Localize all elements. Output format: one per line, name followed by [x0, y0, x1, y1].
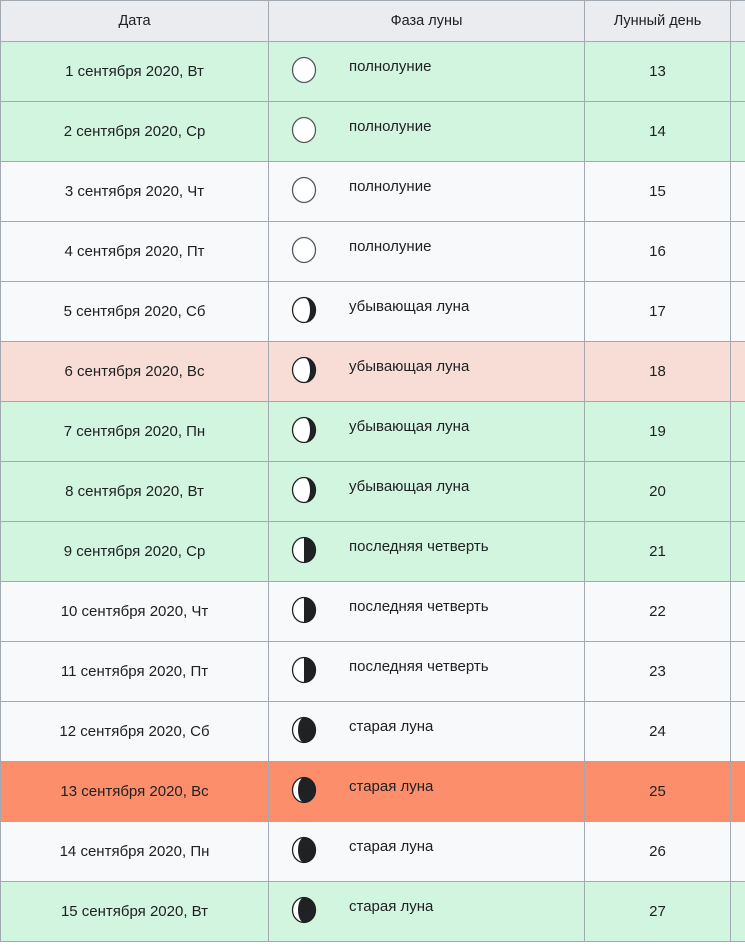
phase-cell [269, 162, 585, 222]
lunar-day-cell: 25 [585, 762, 731, 822]
phase-cell [269, 402, 585, 462]
waning-crescent-icon [291, 896, 317, 924]
extra-cell [731, 42, 745, 102]
date-cell: 5 сентября 2020, Сб [1, 282, 269, 342]
phase-cell [269, 42, 585, 102]
phase-label: убывающая луна [349, 358, 470, 375]
full-moon-icon [291, 116, 317, 144]
date-cell: 13 сентября 2020, Вс [1, 762, 269, 822]
table-row [1, 582, 745, 642]
lunar-day-column-header[interactable]: Лунный день [585, 1, 731, 42]
full-moon-icon [291, 176, 317, 204]
phase-label: полнолуние [349, 58, 432, 75]
extra-cell [731, 522, 745, 582]
lunar-day-cell: 26 [585, 822, 731, 882]
phase-cell [269, 702, 585, 762]
extra-cell [731, 642, 745, 702]
date-cell: 14 сентября 2020, Пн [1, 822, 269, 882]
phase-label: старая луна [349, 838, 434, 855]
table-row [1, 822, 745, 882]
full-moon-icon [291, 56, 317, 84]
phase-label: последняя четверть [349, 658, 489, 675]
table-row [1, 222, 745, 282]
phase-label: полнолуние [349, 238, 432, 255]
phase-label: старая луна [349, 778, 434, 795]
extra-cell [731, 342, 745, 402]
phase-label: последняя четверть [349, 598, 489, 615]
date-cell: 3 сентября 2020, Чт [1, 162, 269, 222]
phase-label: старая луна [349, 898, 434, 915]
table-row [1, 402, 745, 462]
lunar-day-cell: 18 [585, 342, 731, 402]
extra-cell [731, 822, 745, 882]
last-quarter-icon [291, 656, 317, 684]
phase-label: убывающая луна [349, 298, 470, 315]
date-cell: 6 сентября 2020, Вс [1, 342, 269, 402]
table-row [1, 282, 745, 342]
date-cell: 10 сентября 2020, Чт [1, 582, 269, 642]
table-row [1, 702, 745, 762]
date-cell: 4 сентября 2020, Пт [1, 222, 269, 282]
table-row [1, 762, 745, 822]
date-column-header[interactable]: Дата [1, 1, 269, 42]
date-cell: 8 сентября 2020, Вт [1, 462, 269, 522]
phase-label: последняя четверть [349, 538, 489, 555]
lunar-day-cell: 22 [585, 582, 731, 642]
waning-crescent-icon [291, 836, 317, 864]
phase-cell [269, 582, 585, 642]
table-row [1, 42, 745, 102]
waning-crescent-icon [291, 776, 317, 804]
extra-cell [731, 162, 745, 222]
full-moon-icon [291, 236, 317, 264]
waning-gibbous-icon [291, 416, 317, 444]
lunar-day-cell: 20 [585, 462, 731, 522]
extra-cell [731, 462, 745, 522]
phase-cell [269, 342, 585, 402]
extra-cell [731, 222, 745, 282]
date-cell: 7 сентября 2020, Пн [1, 402, 269, 462]
phase-cell [269, 762, 585, 822]
lunar-day-cell: 14 [585, 102, 731, 162]
last-quarter-icon [291, 536, 317, 564]
table-row [1, 882, 745, 942]
extra-cell [731, 702, 745, 762]
date-cell: 12 сентября 2020, Сб [1, 702, 269, 762]
lunar-day-cell: 21 [585, 522, 731, 582]
date-cell: 2 сентября 2020, Ср [1, 102, 269, 162]
phase-cell [269, 642, 585, 702]
lunar-day-cell: 27 [585, 882, 731, 942]
lunar-day-cell: 23 [585, 642, 731, 702]
extra-column-header [731, 1, 745, 42]
table-body [1, 42, 745, 942]
phase-cell [269, 282, 585, 342]
phase-cell [269, 882, 585, 942]
table-row [1, 522, 745, 582]
phase-label: полнолуние [349, 178, 432, 195]
date-cell: 11 сентября 2020, Пт [1, 642, 269, 702]
table-row [1, 342, 745, 402]
extra-cell [731, 882, 745, 942]
extra-cell [731, 402, 745, 462]
phase-label: старая луна [349, 718, 434, 735]
phase-column-header[interactable]: Фаза луны [269, 1, 585, 42]
phase-label: полнолуние [349, 118, 432, 135]
phase-cell [269, 102, 585, 162]
lunar-day-cell: 19 [585, 402, 731, 462]
date-cell: 9 сентября 2020, Ср [1, 522, 269, 582]
last-quarter-icon [291, 596, 317, 624]
table-row [1, 642, 745, 702]
date-cell: 15 сентября 2020, Вт [1, 882, 269, 942]
phase-label: убывающая луна [349, 418, 470, 435]
lunar-day-cell: 17 [585, 282, 731, 342]
waning-gibbous-icon [291, 296, 317, 324]
waning-gibbous-icon [291, 476, 317, 504]
date-cell: 1 сентября 2020, Вт [1, 42, 269, 102]
extra-cell [731, 762, 745, 822]
extra-cell [731, 582, 745, 642]
extra-cell [731, 282, 745, 342]
lunar-day-cell: 16 [585, 222, 731, 282]
phase-cell [269, 462, 585, 522]
lunar-day-cell: 13 [585, 42, 731, 102]
phase-cell [269, 522, 585, 582]
table-row [1, 102, 745, 162]
phase-label: убывающая луна [349, 478, 470, 495]
waning-crescent-icon [291, 716, 317, 744]
table-header-row [1, 1, 745, 42]
table-row [1, 162, 745, 222]
lunar-day-cell: 15 [585, 162, 731, 222]
waning-gibbous-icon [291, 356, 317, 384]
lunar-day-cell: 24 [585, 702, 731, 762]
phase-cell [269, 822, 585, 882]
extra-cell [731, 102, 745, 162]
table-row [1, 462, 745, 522]
phase-cell [269, 222, 585, 282]
